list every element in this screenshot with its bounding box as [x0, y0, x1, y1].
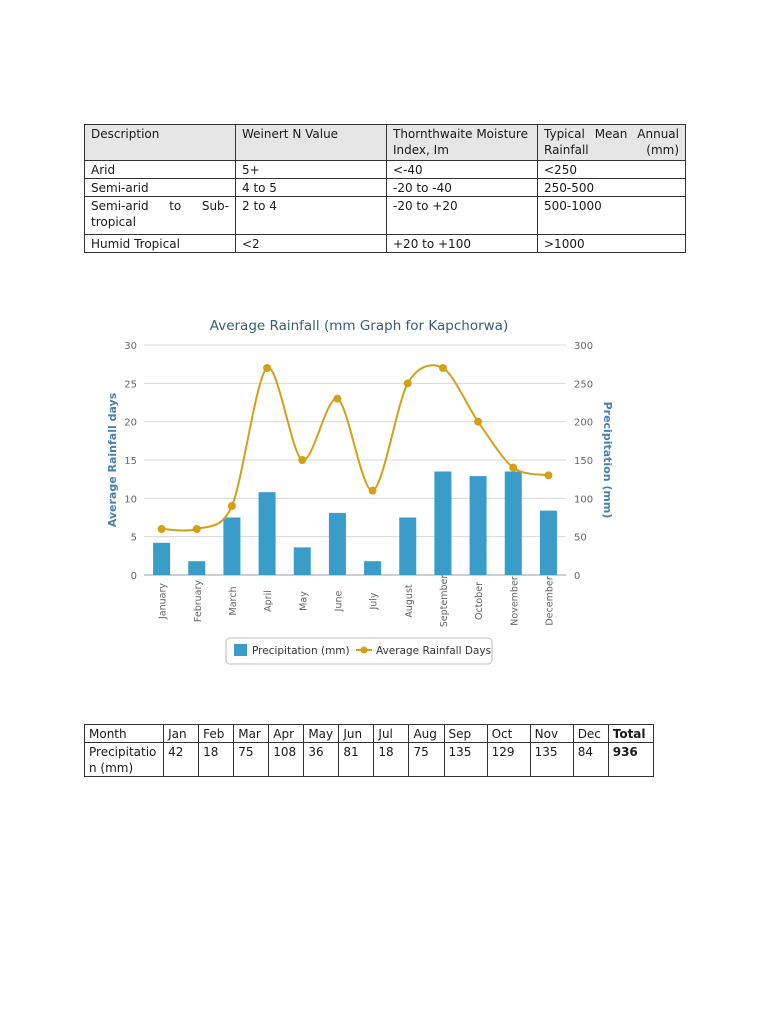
x-tick-label: October [474, 581, 486, 621]
table-cell: Semi-arid to Sub-tropical [85, 197, 236, 235]
table-cell: 5+ [236, 161, 387, 179]
y-axis-right-label: Precipitation (mm) [601, 401, 614, 519]
table-cell: +20 to +100 [387, 235, 538, 253]
header-cell: Total [608, 725, 653, 743]
x-tick-label: January [157, 582, 169, 620]
chart-background [104, 308, 620, 680]
table-row [85, 179, 686, 197]
rainfall-days-point [369, 487, 377, 495]
y-right-tick-label: 150 [574, 456, 594, 467]
table-cell: Humid Tropical [85, 235, 236, 253]
legend-precipitation-label: Precipitation (mm) [252, 645, 350, 657]
table-cell: <2 [236, 235, 387, 253]
rainfall-days-point [298, 456, 306, 464]
table-cell: 18 [199, 743, 234, 777]
header-cell: Thornthwaite Moisture Index, Im [387, 125, 538, 161]
table-cell: -20 to +20 [387, 197, 538, 235]
table-cell: 936 [608, 743, 653, 777]
y-right-tick-label: 100 [574, 494, 594, 506]
header-cell: Feb [199, 725, 234, 743]
header-cell: Nov [530, 725, 573, 743]
header-cell: Apr [269, 725, 304, 743]
table-cell: 500-1000 [538, 197, 686, 235]
precipitation-bar [259, 492, 276, 575]
table-row [85, 161, 686, 179]
y-left-tick-label: 25 [124, 379, 137, 391]
y-right-tick-label: 200 [574, 417, 594, 429]
table-cell: 75 [409, 743, 444, 777]
x-tick-label: March [227, 586, 239, 616]
monthly-precipitation-table [84, 724, 654, 777]
rainfall-days-point [404, 379, 412, 387]
table-cell: 135 [530, 743, 573, 777]
y-left-tick-label: 20 [124, 417, 137, 429]
climate-classification-table [84, 124, 686, 253]
table-cell: >1000 [538, 235, 686, 253]
x-tick-label: February [192, 579, 204, 623]
table-cell: 135 [444, 743, 487, 777]
precipitation-bar [399, 518, 416, 576]
legend-precipitation-swatch [234, 644, 247, 656]
table-cell: <-40 [387, 161, 538, 179]
table-cell: Semi-arid [85, 179, 236, 197]
header-cell: Month [85, 725, 164, 743]
x-tick-label: July [368, 592, 380, 610]
header-cell: Mar [234, 725, 269, 743]
y-right-tick-label: 0 [574, 571, 581, 582]
x-tick-label: June [333, 590, 345, 612]
rainfall-days-point [544, 471, 552, 479]
x-tick-label: April [263, 590, 275, 612]
legend-rainfall-days-marker [361, 647, 368, 654]
table-row [85, 743, 654, 777]
table-cell: 75 [234, 743, 269, 777]
y-right-tick-label: 300 [574, 341, 594, 352]
rainfall-days-point [228, 502, 236, 510]
table-header-row [85, 725, 654, 743]
precipitation-bar [434, 472, 451, 576]
header-cell: Typical Mean Annual Rainfall (mm) [538, 125, 686, 161]
table-cell: 129 [487, 743, 530, 777]
header-cell: Aug [409, 725, 444, 743]
precipitation-bar [364, 561, 381, 575]
y-left-tick-label: 30 [124, 341, 137, 352]
table-cell: Arid [85, 161, 236, 179]
header-cell: Dec [573, 725, 608, 743]
y-left-tick-label: 15 [124, 456, 137, 467]
rainfall-days-point [193, 525, 201, 533]
table-cell: -20 to -40 [387, 179, 538, 197]
precipitation-bar [470, 476, 487, 575]
x-tick-label: December [544, 576, 556, 626]
y-axis-left-label: Average Rainfall days [106, 392, 119, 528]
rainfall-days-point [474, 418, 482, 426]
header-cell: Sep [444, 725, 487, 743]
precipitation-bar [505, 472, 522, 576]
table-cell: 108 [269, 743, 304, 777]
x-tick-label: August [403, 584, 415, 618]
header-cell: Weinert N Value [236, 125, 387, 161]
rainfall-chart-svg [104, 308, 620, 680]
table-cell: 42 [164, 743, 199, 777]
header-cell: May [304, 725, 339, 743]
rainfall-days-point [509, 464, 517, 472]
y-left-tick-label: 5 [130, 532, 137, 544]
y-right-tick-label: 250 [574, 379, 594, 391]
x-tick-label: May [298, 591, 310, 611]
x-tick-label: September [438, 574, 450, 628]
rainfall-days-point [263, 364, 271, 372]
header-cell: Jun [339, 725, 374, 743]
table-cell: 2 to 4 [236, 197, 387, 235]
table-cell: 36 [304, 743, 339, 777]
rainfall-days-point [333, 395, 341, 403]
table-header-row [85, 125, 686, 161]
chart-title: Average Rainfall (mm Graph for Kapchorwa) [209, 318, 509, 334]
precipitation-bar [153, 543, 170, 575]
rainfall-chart [104, 308, 620, 680]
header-cell: Description [85, 125, 236, 161]
y-left-tick-label: 0 [130, 571, 137, 582]
x-tick-label: November [509, 576, 521, 626]
y-right-tick-label: 50 [574, 532, 587, 544]
table-cell: 84 [573, 743, 608, 777]
precipitation-bar [329, 513, 346, 575]
table-cell: 81 [339, 743, 374, 777]
precipitation-bar [188, 561, 205, 575]
y-left-tick-label: 10 [124, 494, 137, 506]
header-cell: Jan [164, 725, 199, 743]
table-cell: 4 to 5 [236, 179, 387, 197]
table-cell: 18 [374, 743, 409, 777]
header-cell: Jul [374, 725, 409, 743]
table-cell: <250 [538, 161, 686, 179]
rainfall-days-point [439, 364, 447, 372]
table-cell: 250-500 [538, 179, 686, 197]
table-cell: Precipitation (mm) [85, 743, 164, 777]
header-cell: Oct [487, 725, 530, 743]
table-row [85, 235, 686, 253]
precipitation-bar [294, 547, 311, 575]
rainfall-days-point [158, 525, 166, 533]
legend-rainfall-days-label: Average Rainfall Days [376, 645, 492, 657]
table-row [85, 197, 686, 235]
precipitation-bar [223, 518, 240, 576]
precipitation-bar [540, 511, 557, 575]
